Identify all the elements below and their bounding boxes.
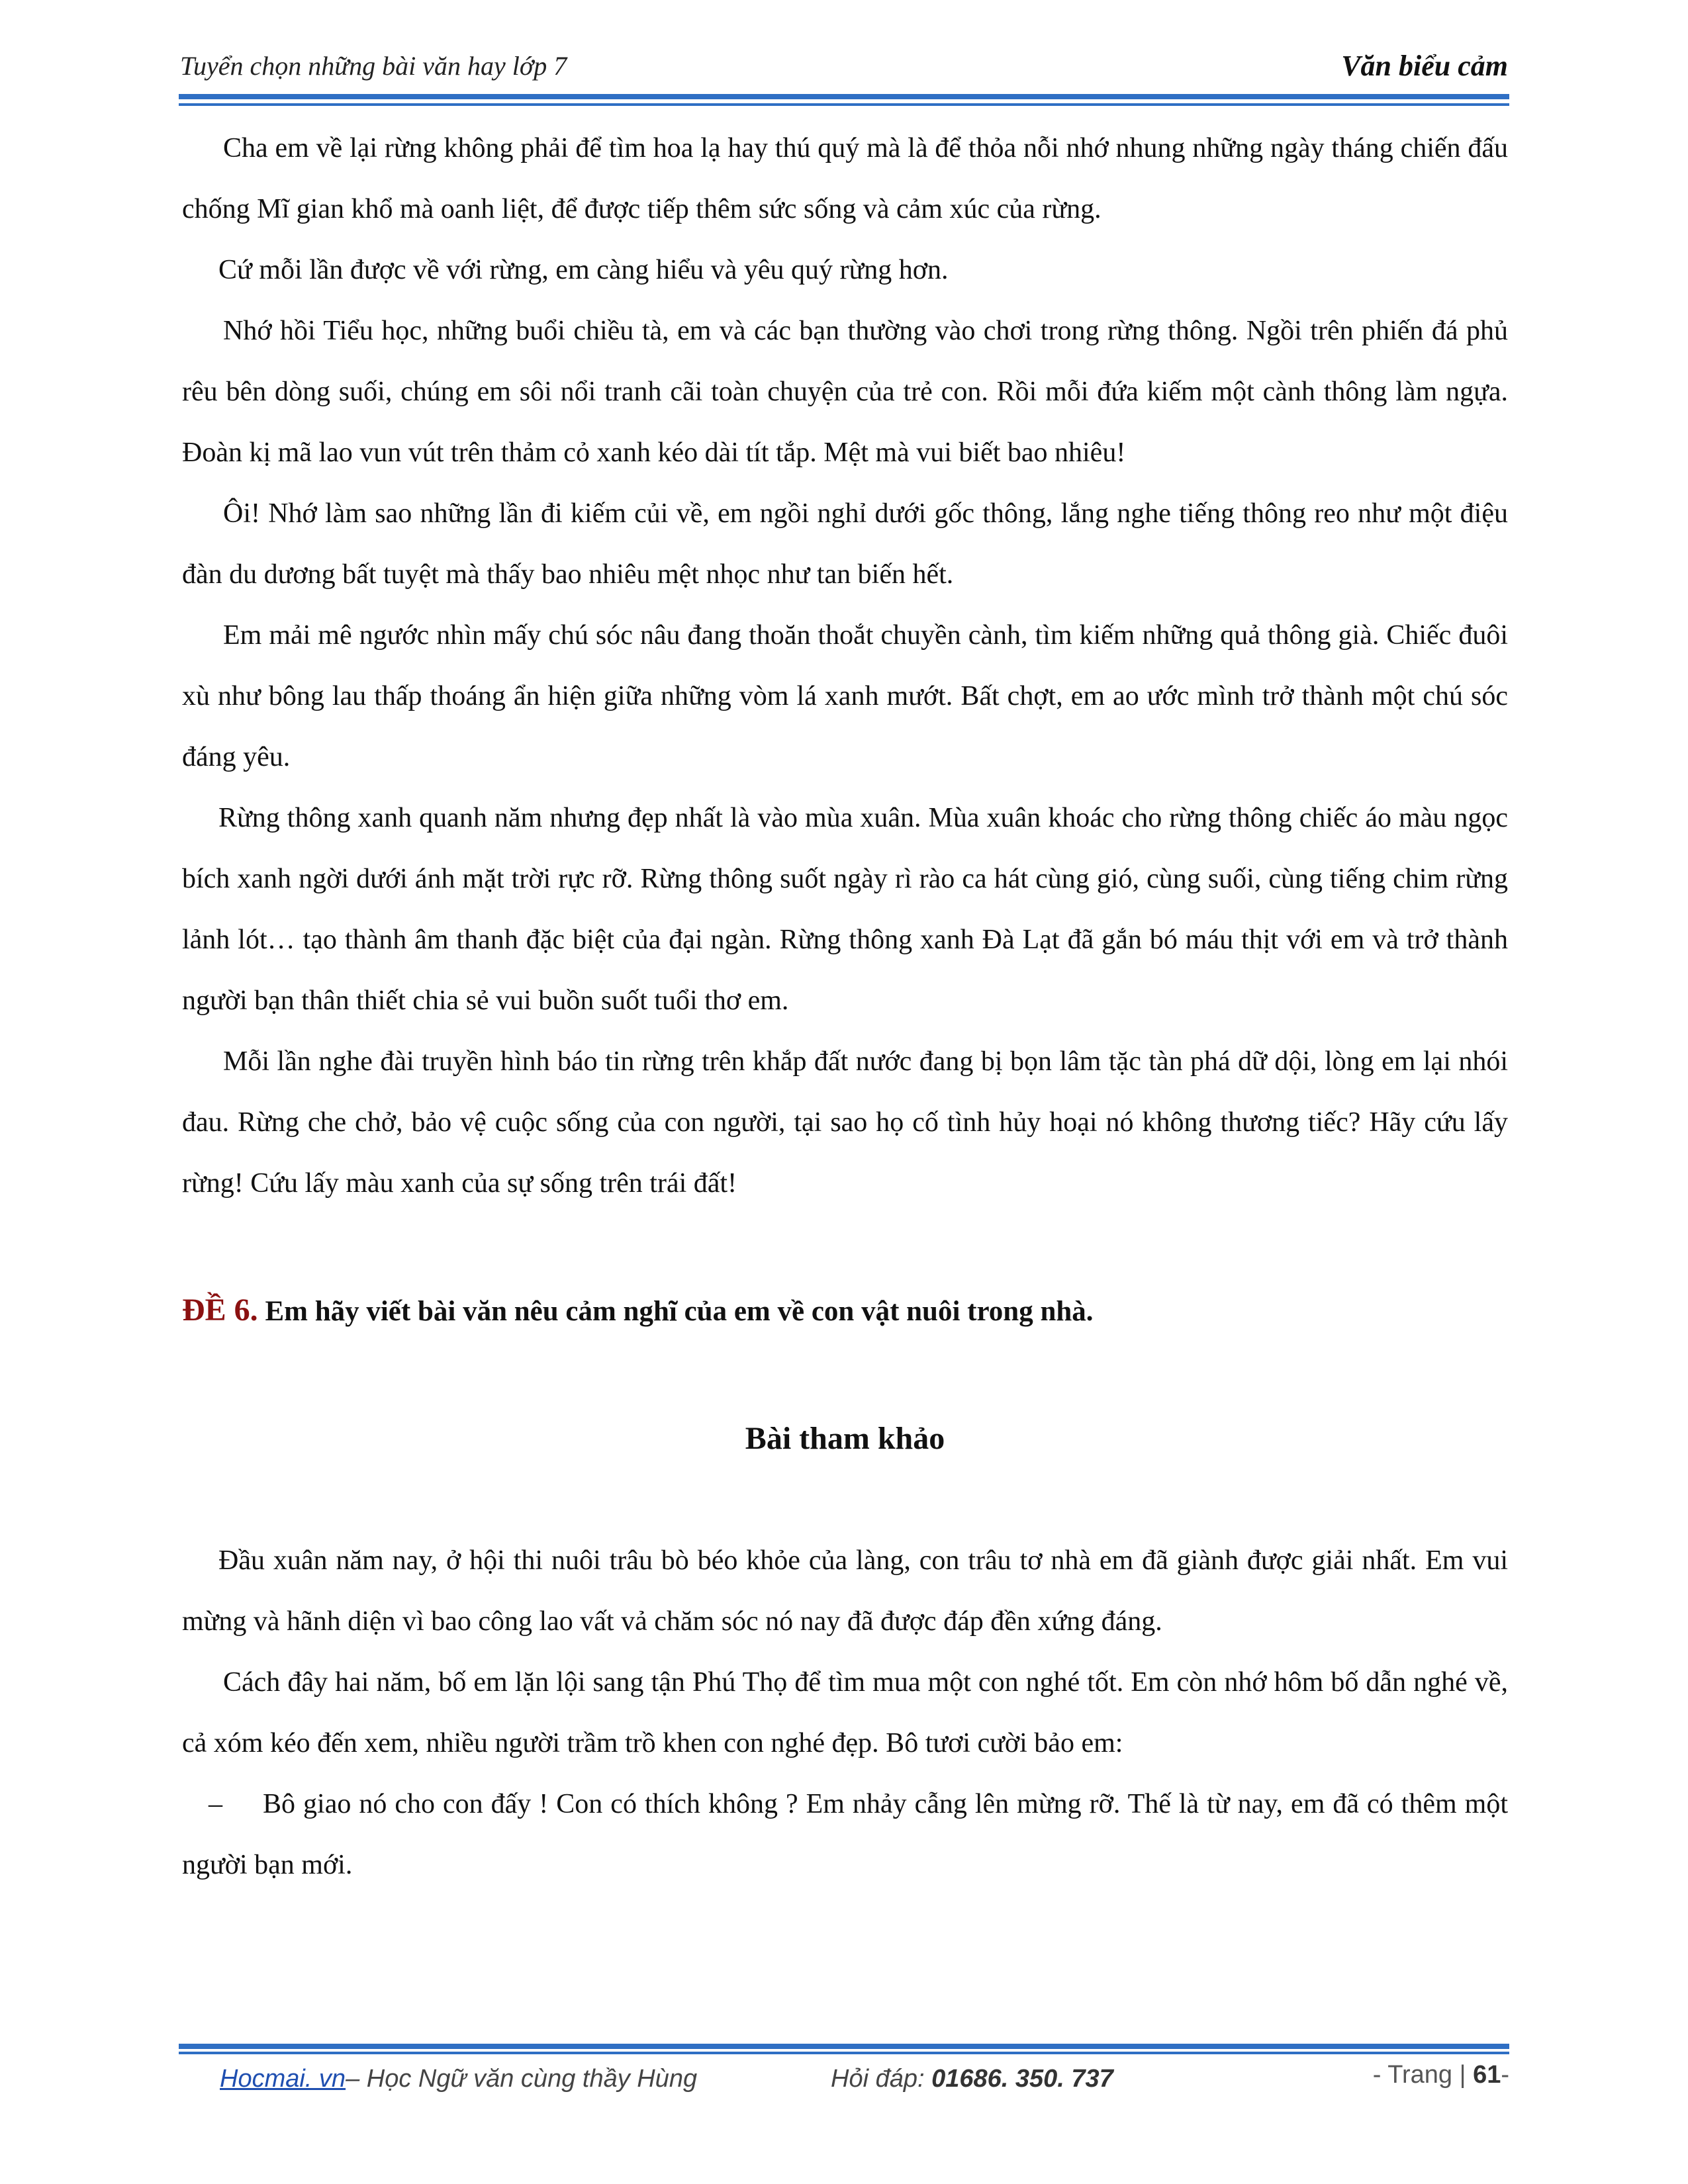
document-body bbox=[182, 118, 1508, 1895]
spacer bbox=[182, 1469, 1508, 1530]
page-suffix: - bbox=[1501, 2061, 1509, 2089]
hotline-number: 01686. 350. 737 bbox=[931, 2065, 1113, 2093]
paragraph: Cứ mỗi lần được về với rừng, em càng hiểu và yêu quý rừng hơn. bbox=[218, 255, 949, 285]
header-rule-thin bbox=[179, 103, 1509, 106]
paragraph: Rừng thông xanh quanh năm nhưng đẹp nhất là vào mùa xuân. Mùa xuân khoác cho rừng thông chiếc áo màu ngọc bích xanh ngời dưới ánh mặt trời rực rỡ. Rừng thông suốt ngày rì rào ca hát cùng gió, cùng suối, cùng tiếng chim rừng lảnh lót… tạo thành âm thanh đặc biệt của đại ngàn. Rừng thông xanh Đà Lạt đã gắn bó máu thịt với em và trở thành người bạn thân thiết chia sẻ vui buồn suốt tuổi thơ em. bbox=[182, 803, 1508, 1016]
spacer bbox=[182, 1214, 1508, 1280]
site-link[interactable]: Hocmai. vn bbox=[220, 2065, 346, 2093]
paragraph: Cha em về lại rừng không phải để tìm hoa lạ hay thú quý mà là để thỏa nỗi nhớ nhung những ngày tháng chiến đấu chống Mĩ gian khổ mà oanh liệt, để được tiếp thêm sức sống và cảm xúc của rừng. bbox=[182, 133, 1508, 224]
paragraph: Em mải mê ngước nhìn mấy chú sóc nâu đang thoăn thoắt chuyền cành, tìm kiếm những quả thông già. Chiếc đuôi xù như bông lau thấp thoáng ẩn hiện giữa những vòm lá xanh mướt. Bất chợt, em ao ước mình trở thành một chú sóc đáng yêu. bbox=[182, 620, 1508, 772]
header-section-title: Văn biểu cảm bbox=[1341, 50, 1508, 82]
footer-site bbox=[220, 2065, 697, 2093]
page-number: 61 bbox=[1473, 2061, 1501, 2089]
spacer bbox=[182, 1342, 1508, 1408]
dialogue-text: Bô giao nó cho con đấy ! Con có thích không ? Em nhảy cẫng lên mừng rỡ. Thế là từ nay, em đã có thêm một người bạn mới. bbox=[182, 1789, 1508, 1880]
page-footer bbox=[179, 2052, 1509, 2105]
header-book-title: Tuyển chọn những bài văn hay lớp 7 bbox=[180, 51, 567, 81]
paragraph: Nhớ hồi Tiểu học, những buổi chiều tà, em và các bạn thường vào chơi trong rừng thông. Ngồi trên phiến đá phủ rêu bên dòng suối, chúng em sôi nổi tranh cãi toàn chuyện của trẻ con. Rồi mỗi đứa kiếm một cành thông làm ngựa. Đoàn kị mã lao vun vút trên thảm cỏ xanh kéo dài tít tắp. Mệt mà vui biết bao nhiêu! bbox=[182, 316, 1508, 468]
footer-rule-thick bbox=[179, 2044, 1509, 2049]
page-prefix: - Trang | bbox=[1372, 2061, 1466, 2089]
reference-title: Bài tham khảo bbox=[745, 1421, 945, 1456]
site-suffix: – Học Ngữ văn cùng thầy Hùng bbox=[346, 2065, 698, 2093]
paragraph: Cách đây hai năm, bố em lặn lội sang tận Phú Thọ để tìm mua một con nghé tốt. Em còn nhớ hôm bố dẫn nghé về, cả xóm kéo đến xem, nhiều người trầm trồ khen con nghé đẹp. Bô tươi cười bảo em: bbox=[182, 1667, 1508, 1758]
question-heading bbox=[182, 1280, 1508, 1342]
question-number: ĐỀ 6. bbox=[182, 1293, 258, 1328]
header-rule-thick bbox=[179, 94, 1509, 99]
dash-marker: – bbox=[209, 1789, 222, 1819]
paragraph: Ôi! Nhớ làm sao những lần đi kiếm củi về, em ngồi nghỉ dưới gốc thông, lắng nghe tiếng thông reo như một điệu đàn du dương bất tuyệt mà thấy bao nhiêu mệt nhọc như tan biến hết. bbox=[182, 498, 1508, 590]
paragraph: Mỗi lần nghe đài truyền hình báo tin rừng trên khắp đất nước đang bị bọn lâm tặc tàn phá dữ dội, lòng em lại nhói đau. Rừng che chở, bảo vệ cuộc sống của con người, tại sao họ cố tình hủy hoại nó không thương tiếc? Hãy cứu lấy rừng! Cứu lấy màu xanh của sự sống trên trái đất! bbox=[182, 1046, 1508, 1199]
footer-hotline bbox=[831, 2065, 1113, 2093]
paragraph: Đầu xuân năm nay, ở hội thi nuôi trâu bò béo khỏe của làng, con trâu tơ nhà em đã giành được giải nhất. Em vui mừng và hãnh diện vì bao công lao vất vả chăm sóc nó nay đã được đáp đền xứng đáng. bbox=[182, 1545, 1508, 1637]
page-number-block bbox=[1373, 2061, 1509, 2089]
dialogue-item bbox=[182, 1774, 1508, 1895]
hotline-label: Hỏi đáp: bbox=[831, 2065, 925, 2093]
question-text: Em hãy viết bài văn nêu cảm nghĩ của em về con vật nuôi trong nhà. bbox=[265, 1296, 1094, 1327]
